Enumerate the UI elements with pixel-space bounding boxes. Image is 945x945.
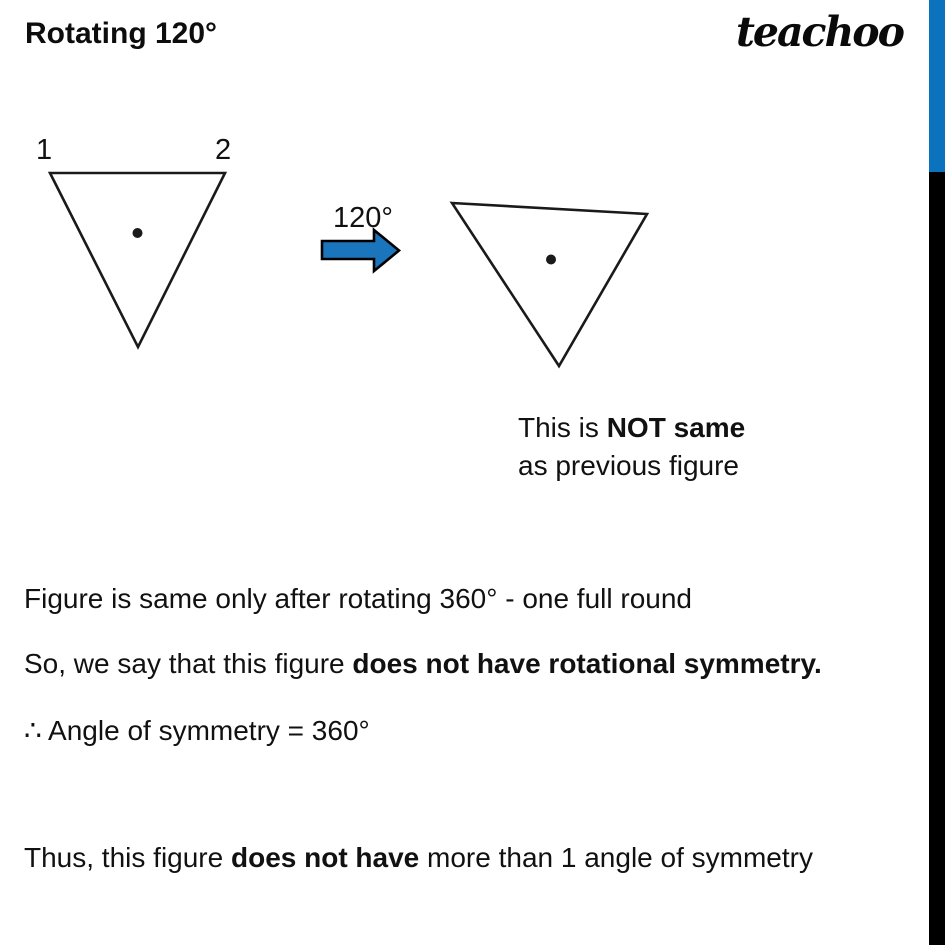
note4-bold: does not have [230,842,420,873]
note2-regular: So, we say that this figure [24,648,353,679]
caption-line1-bold: NOT same [606,412,746,443]
note-full-round: Figure is same only after rotating 360° - one full round [24,583,692,614]
rotation-arrow-icon [322,230,399,271]
center-dot-original [133,228,143,238]
page-title: Rotating 120° [25,17,218,50]
note-conclusion [24,843,813,873]
note-angle-of-symmetry: ∴ Angle of symmetry = 360° [24,715,370,746]
note2-bold: does not have rotational symmetry. [352,648,822,679]
note-no-rotational-symmetry [24,649,822,679]
vertex-label-2: 2 [215,134,232,166]
caption-line1-regular: This is [518,412,607,443]
rotated-figure-caption [518,409,745,485]
rotation-angle-label: 120° [333,202,393,234]
center-dot-rotated [546,255,556,265]
vertex-label-1: 1 [36,134,53,166]
triangle-rotated [452,203,647,366]
note4-regular-a: Thus, this figure [24,842,231,873]
note4-regular-b: more than 1 angle of symmetry [419,842,813,873]
caption-line-1 [518,409,745,447]
right-edge-blue-bar [929,0,945,172]
right-edge-black-bar [929,172,945,945]
caption-line-2: as previous figure [518,450,740,481]
triangle-original [50,173,225,347]
teachoo-logo: teachoo [735,8,903,56]
